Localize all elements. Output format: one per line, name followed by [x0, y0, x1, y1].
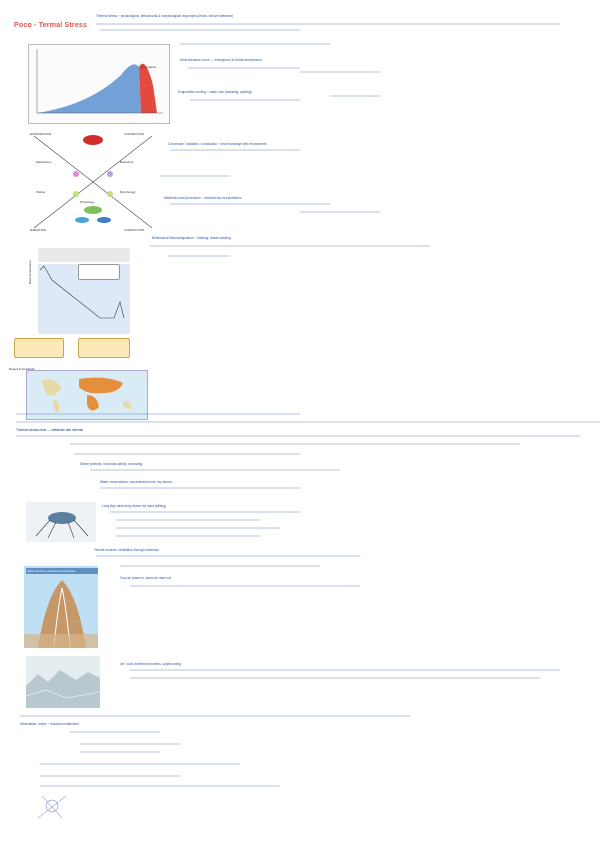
- note-10: Long legs raise body above hot sand (stilting): [102, 504, 167, 508]
- page-title: Poco - Termal Stress: [14, 22, 88, 29]
- label-radiation: RADIATION: [30, 228, 47, 232]
- note-9: Water conservation: concentrated urine, dry faeces: [100, 480, 172, 484]
- note-8: Desert animals: nocturnal activity, burrowing: [80, 462, 143, 466]
- label-conduction: CONDUCTION: [124, 228, 145, 232]
- note-11: Termite mounds: ventilation through chimneys: [94, 548, 159, 552]
- map-caption: Desert & arid lands: [9, 367, 35, 371]
- y-axis-label: Body temperature: [28, 260, 32, 284]
- curve-label-pre: Pre-emergence: [85, 65, 106, 69]
- label-evaporation: EVAPORATION: [30, 132, 52, 136]
- note-1: Thermal stress ~ physiological, behavioural & morphological responses (below / above tolerance): [96, 14, 234, 18]
- note-13: Ice / cold: antifreeze proteins, supercooling: [120, 662, 181, 666]
- note-3: Evaporative cooling ~ water loss (sweating, panting): [178, 90, 252, 94]
- label-metabolism: Metabolism: [36, 160, 52, 164]
- label-shelter: Shelter: [36, 190, 46, 194]
- note-2: Heat tolerance curve — emergence at critical temperature: [180, 58, 262, 62]
- note-7: Thermal neutral zone — metabolic rate minimal: [16, 428, 83, 432]
- label-physiology: Physiology: [80, 200, 95, 204]
- note-4: Convection / radiation / conduction ~ heat exchange with environment: [168, 142, 267, 146]
- label-behaviour: Behaviour: [120, 160, 134, 164]
- note-5: Metabolic heat production ~ endotherms vs ectotherms: [164, 196, 242, 200]
- label-convection: CONVECTION: [124, 132, 145, 136]
- curve-label-emergence: Emergence: [141, 65, 157, 69]
- note-6: Behavioural thermoregulation ~ basking, shade seeking: [152, 236, 231, 240]
- mound-caption: Open chimney mounds and termites: [26, 568, 98, 574]
- label-morphology: Morphology: [120, 190, 136, 194]
- note-12: Cool air drawn in, warm air rises out: [120, 576, 171, 580]
- note-14: Hibernation, torpor ~ reduced metabolism: [20, 722, 79, 726]
